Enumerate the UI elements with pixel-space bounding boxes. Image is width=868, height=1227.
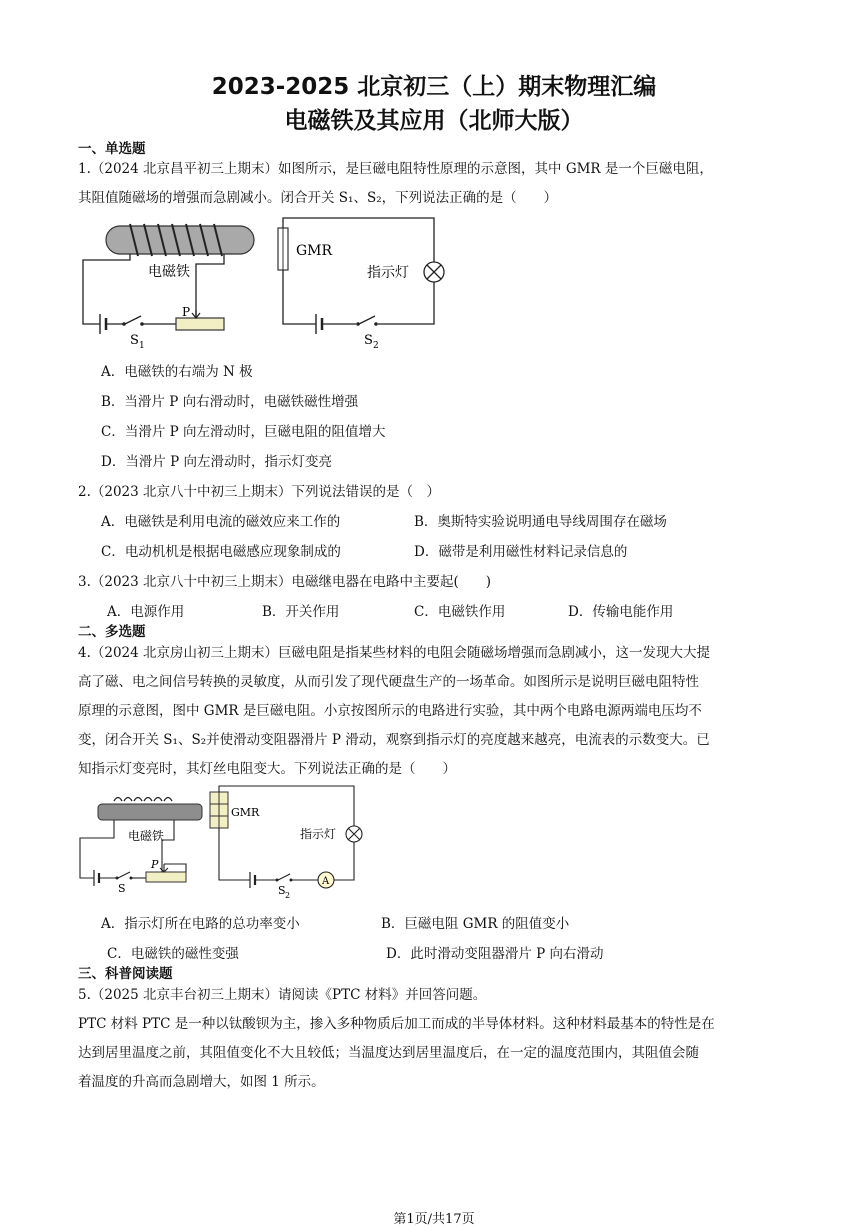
page-title: 2023-2025 北京初三（上）期末物理汇编 — [211, 74, 657, 100]
q3-option-b: B．开关作用 — [262, 604, 340, 620]
switch-s2-2-icon — [278, 874, 290, 880]
q4-stem-line5: 知指示灯变亮时，其灯丝电阻变大。下列说法正确的是（ ） — [78, 761, 456, 777]
q1-stem-line2: 其阻值随磁场的增强而急剧减小。闭合开关 S₁、S₂，下列说法正确的是（ ） — [78, 190, 558, 206]
gmr-label-2: GMR — [231, 806, 260, 819]
q5-paragraph-line1: PTC 材料 PTC 是一种以钛酸钡为主，掺入多种物质后加工而成的半导体材料。这种材料最基本的特性是在 — [78, 1016, 715, 1032]
switch-s1-icon — [125, 316, 141, 324]
section-heading-science-reading: 三、科普阅读题 — [78, 966, 173, 982]
q4-circuit-diagram — [78, 784, 368, 900]
section-heading-multiple-choice: 二、多选题 — [78, 624, 146, 640]
indicator-lamp-label: 指示灯 — [367, 265, 409, 281]
q4-option-a: A．指示灯所在电路的总功率变小 — [101, 916, 300, 932]
slider-p-label-2: P — [151, 858, 159, 871]
gmr-resistor-2-icon — [210, 792, 228, 828]
electromagnet-label-2: 电磁铁 — [128, 829, 165, 843]
q5-paragraph-line3: 着温度的升高而急剧增大，如图 1 所示。 — [78, 1074, 325, 1090]
switch-s1-subscript: 1 — [139, 341, 145, 351]
q2-option-d: D．磁带是利用磁性材料记录信息的 — [414, 544, 628, 560]
q2-option-a: A．电磁铁是利用电流的磁效应来工作的 — [101, 514, 341, 530]
ammeter-label: A — [322, 876, 330, 887]
q1-option-a: A．电磁铁的右端为 N 极 — [101, 364, 253, 380]
slider-p-label: P — [182, 305, 191, 319]
switch-s-icon — [118, 872, 130, 878]
q4-option-b: B．巨磁电阻 GMR 的阻值变小 — [381, 916, 570, 932]
q5-stem: 5.（2025 北京丰台初三上期末）请阅读《PTC 材料》并回答问题。 — [78, 987, 487, 1003]
q4-stem-line3: 原理的示意图，图中 GMR 是巨磁电阻。小京按图所示的电路进行实验，其中两个电路电源两端电压均不 — [78, 703, 702, 719]
q3-stem: 3.（2023 北京八十中初三上期末）电磁继电器在电路中主要起( ) — [78, 574, 492, 590]
electromagnet-label: 电磁铁 — [148, 264, 190, 280]
rheostat-2-icon — [146, 872, 186, 882]
q2-stem: 2.（2023 北京八十中初三上期末）下列说法错误的是（ ） — [78, 484, 441, 500]
q5-paragraph-line2: 达到居里温度之前，其阻值变化不大且较低；当温度达到居里温度后，在一定的温度范围内，其阻值会随 — [78, 1045, 699, 1061]
q1-stem-line1: 1.（2024 北京昌平初三上期末）如图所示，是巨磁电阻特性原理的示意图，其中 GMR 是一个巨磁电阻， — [78, 161, 713, 177]
q2-option-b: B．奥斯特实验说明通电导线周围存在磁场 — [414, 514, 667, 530]
switch-s-label: S — [118, 882, 126, 895]
switch-s2-label: S — [364, 333, 373, 348]
gmr-label: GMR — [296, 243, 333, 259]
q4-stem-line1: 4.（2024 北京房山初三上期末）巨磁电阻是指某些材料的电阻会随磁场增强而急剧减小，这一发现大大提 — [78, 645, 711, 661]
q1-option-d: D．当滑片 P 向左滑动时，指示灯变亮 — [101, 454, 332, 470]
page-footer: 第1页/共17页 — [393, 1212, 475, 1227]
q1-option-c: C．当滑片 P 向左滑动时，巨磁电阻的阻值增大 — [101, 424, 386, 440]
q1-option-b: B．当滑片 P 向右滑动时，电磁铁磁性增强 — [101, 394, 359, 410]
electromagnet-core-2 — [98, 798, 202, 821]
q3-option-d: D．传输电能作用 — [568, 604, 674, 620]
q3-option-c: C．电磁铁作用 — [414, 604, 506, 620]
switch-s2-label-2: S — [278, 884, 286, 897]
q4-option-c: C．电磁铁的磁性变强 — [107, 946, 239, 962]
switch-s2-icon — [359, 316, 375, 324]
q1-circuit-diagram — [78, 212, 458, 352]
switch-s2-subscript-2: 2 — [285, 891, 291, 900]
electromagnet-core — [106, 224, 254, 256]
switch-s1-label: S — [130, 333, 139, 348]
page-subtitle: 电磁铁及其应用（北师大版） — [284, 108, 584, 134]
switch-s2-subscript: 2 — [373, 341, 379, 351]
q4-option-d: D．此时滑动变阻器滑片 P 向右滑动 — [386, 946, 604, 962]
rheostat-icon — [176, 318, 224, 330]
section-heading-single-choice: 一、单选题 — [78, 141, 146, 157]
q2-option-c: C．电动机机是根据电磁感应现象制成的 — [101, 544, 341, 560]
q3-option-a: A．电源作用 — [107, 604, 185, 620]
indicator-lamp-label-2: 指示灯 — [300, 827, 337, 841]
q4-stem-line4: 变，闭合开关 S₁、S₂并使滑动变阻器滑片 P 滑动，观察到指示灯的亮度越来越亮，电流表的示数变大。已 — [78, 732, 710, 748]
q4-stem-line2: 高了磁、电之间信号转换的灵敏度，从而引发了现代硬盘生产的一场革命。如图所示是说明巨磁电阻特性 — [78, 674, 699, 690]
